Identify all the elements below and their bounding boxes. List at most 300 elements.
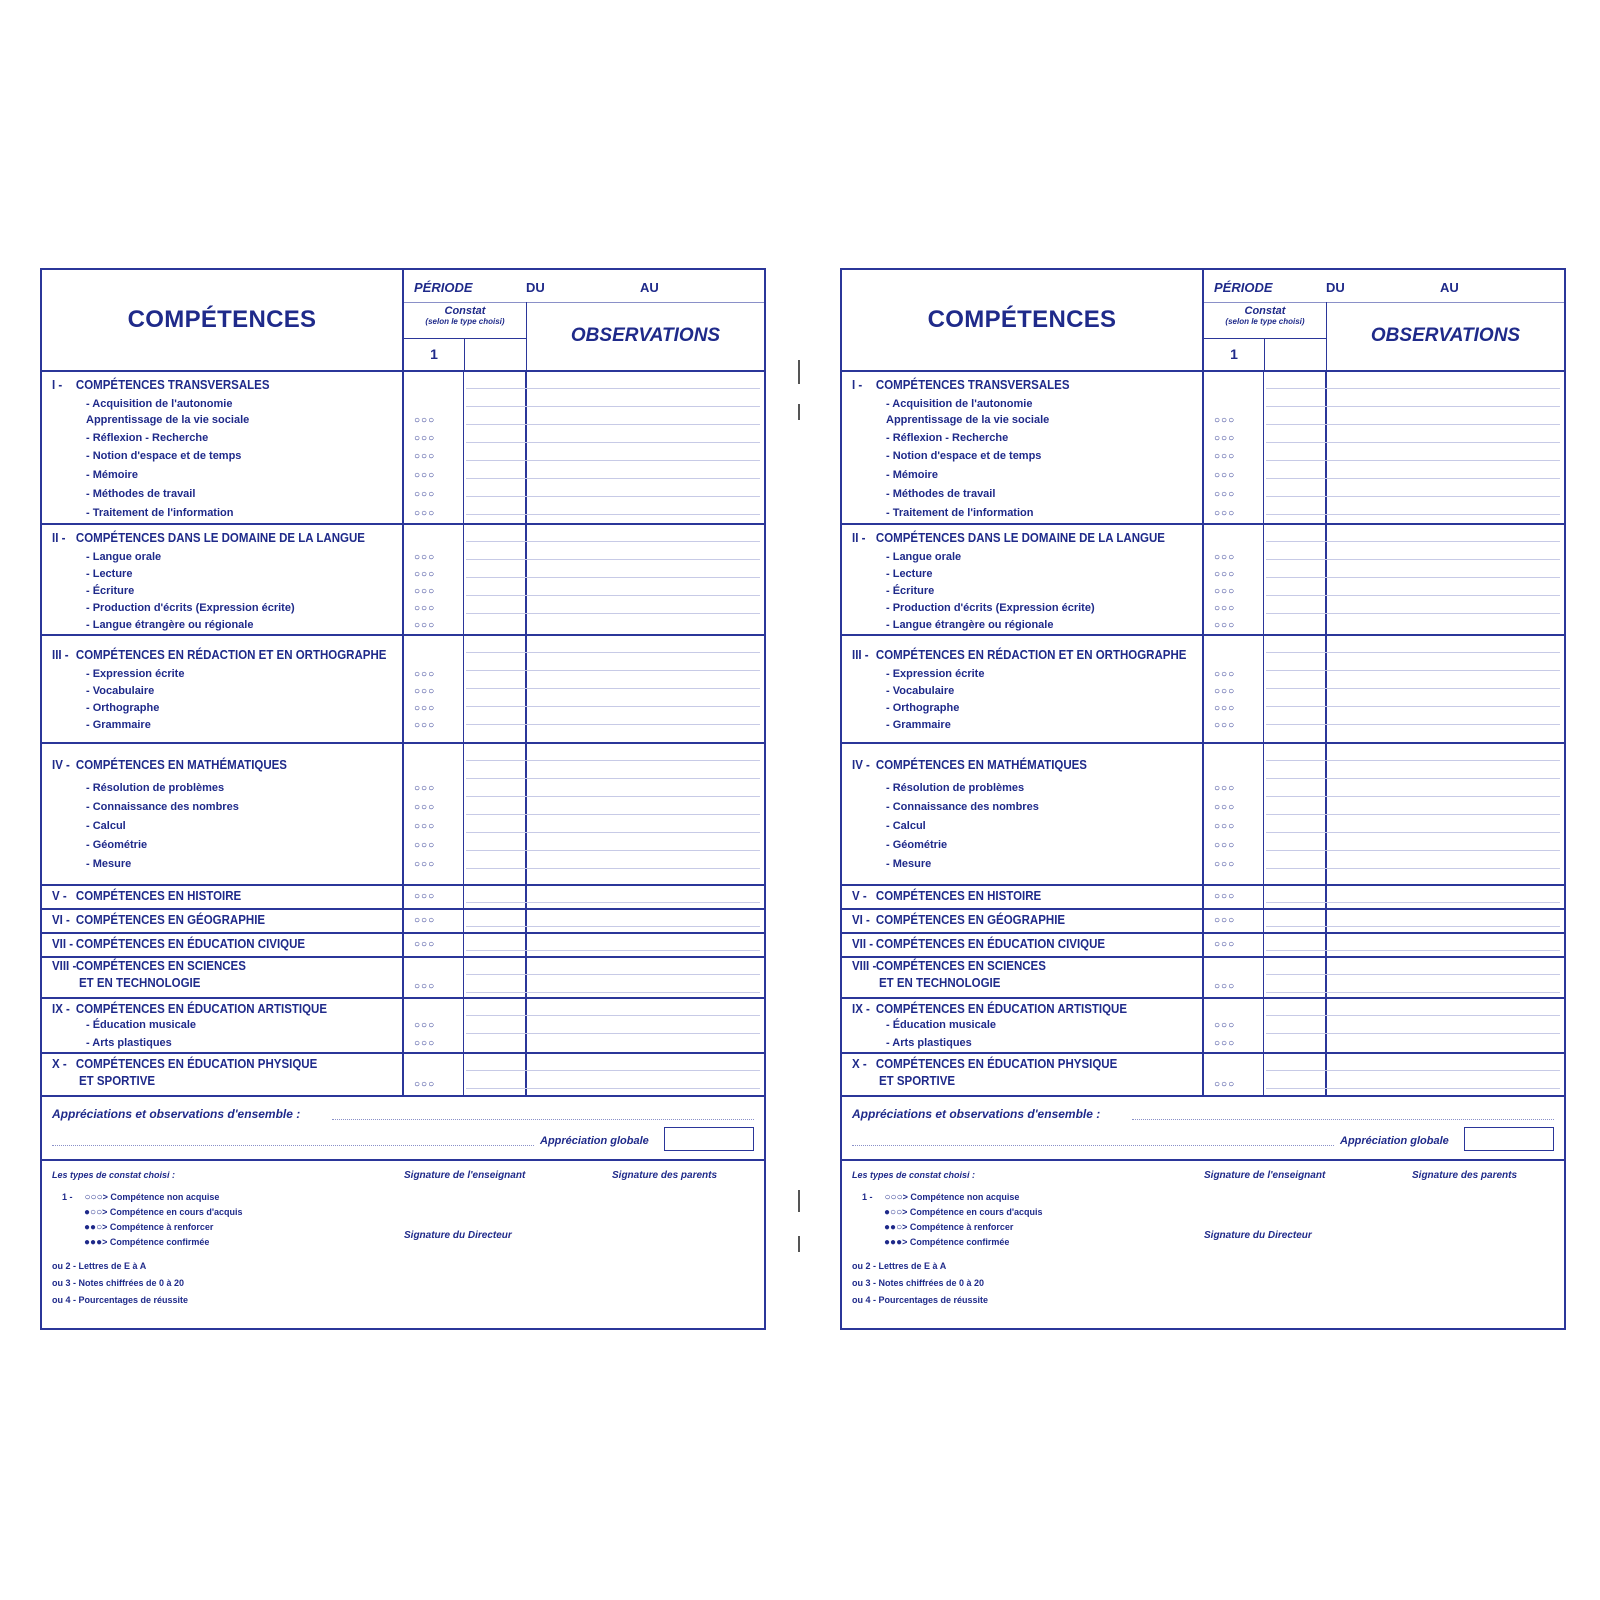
legend-circles: ●○○ [84, 1207, 103, 1218]
competence-item: - Arts plastiques [86, 1037, 172, 1049]
competence-item: - Résolution de problèmes [86, 782, 225, 794]
column-divider [1263, 956, 1264, 997]
ruled-line [466, 460, 760, 461]
ruled-line [466, 926, 760, 927]
competence-item: - Acquisition de l'autonomie [886, 398, 1033, 410]
competence-item: - Calcul [886, 820, 926, 832]
column-divider [1263, 997, 1264, 1052]
constat-circles[interactable]: ○○○ [1214, 669, 1236, 680]
constat-circles[interactable]: ○○○ [1214, 859, 1236, 870]
ruled-line [1266, 974, 1560, 975]
ruled-line [1266, 559, 1560, 560]
section-2 [42, 523, 764, 636]
competence-item: - Lecture [86, 568, 133, 580]
constat-circles[interactable]: ○○○ [414, 720, 436, 731]
constat-circles[interactable]: ○○○ [1214, 1020, 1236, 1031]
ruled-line [466, 613, 760, 614]
column-divider [525, 997, 527, 1052]
column-divider [1202, 634, 1204, 742]
competence-item: - Expression écrite [886, 668, 985, 680]
column-divider [463, 997, 464, 1052]
section-title-text: COMPÉTENCES TRANSVERSALES [875, 378, 1070, 392]
section-title [52, 648, 386, 662]
constat-circles[interactable]: ○○○ [1214, 620, 1236, 631]
section-number: VII - [52, 937, 74, 951]
periode-row [404, 270, 764, 303]
column-divider [402, 1052, 404, 1095]
constat-circles[interactable]: ○○○ [1214, 686, 1236, 697]
constat-circles[interactable]: ○○○ [414, 802, 436, 813]
constat-circles[interactable]: ○○○ [414, 1020, 436, 1031]
ruled-line [466, 688, 760, 689]
legend-type3: ou 3 - Notes chiffrées de 0 à 20 [852, 1278, 985, 1288]
competence-item: - Mesure [886, 858, 932, 870]
section-number: I - [52, 378, 63, 392]
section-title-text: COMPÉTENCES DANS LE DOMAINE DE LA LANGUE [75, 531, 365, 545]
appreciations-label: Appréciations et observations d'ensemble : [852, 1107, 1101, 1121]
section-title-text: COMPÉTENCES EN ÉDUCATION ARTISTIQUE [875, 1002, 1128, 1016]
section-title [852, 913, 1065, 927]
competence-item: - Traitement de l'information [86, 507, 234, 519]
constat-label: Constat [1244, 305, 1286, 317]
column-divider [1263, 932, 1264, 956]
section-6 [42, 908, 764, 934]
ruled-line [1266, 406, 1560, 407]
section-2 [842, 523, 1564, 636]
section-number: VI - [52, 913, 70, 927]
constat-circles[interactable]: ○○○ [414, 821, 436, 832]
ruled-line [1266, 1088, 1560, 1089]
competence-item: - Arts plastiques [886, 1037, 972, 1049]
section-title-text: COMPÉTENCES EN RÉDACTION ET EN ORTHOGRAPHE [75, 648, 387, 662]
du-label: DU [1326, 280, 1345, 295]
section-4 [842, 742, 1564, 886]
column-divider [1263, 742, 1264, 884]
constat-circles[interactable]: ○○○ [1214, 508, 1236, 519]
section-7 [42, 932, 764, 958]
section-title-text: COMPÉTENCES EN MATHÉMATIQUES [75, 758, 287, 772]
competence-item: - Expression écrite [86, 668, 185, 680]
constat-circles[interactable]: ○○○ [414, 620, 436, 631]
section-title [852, 959, 1046, 973]
constat-circles[interactable]: ○○○ [414, 703, 436, 714]
ruled-line [1266, 652, 1560, 653]
ruled-line [466, 406, 760, 407]
constat-circles[interactable]: ○○○ [414, 859, 436, 870]
constat-circles[interactable]: ○○○ [1214, 802, 1236, 813]
au-label: AU [640, 280, 659, 295]
competence-item: - Géométrie [86, 839, 148, 851]
competence-item: - Méthodes de travail [886, 488, 996, 500]
ruled-line [1266, 1015, 1560, 1016]
constat-circles[interactable]: ○○○ [1214, 981, 1236, 992]
competence-item: - Langue orale [86, 551, 162, 563]
column-divider [463, 1052, 464, 1095]
constat-circles[interactable]: ○○○ [1214, 470, 1236, 481]
section-number: II - [52, 531, 66, 545]
constat-header [1204, 302, 1327, 339]
column-divider [1202, 956, 1204, 997]
period-number: 1 [404, 338, 465, 370]
section-title [852, 937, 1105, 951]
legend-label: > Compétence à renforcer [102, 1222, 214, 1232]
section-title-text: COMPÉTENCES EN GÉOGRAPHIE [875, 913, 1066, 927]
ruled-line [1266, 724, 1560, 725]
constat-circles[interactable]: ○○○ [1214, 821, 1236, 832]
section-title [52, 913, 265, 927]
constat-circles[interactable]: ○○○ [1214, 415, 1236, 426]
constat-circles[interactable]: ○○○ [1214, 451, 1236, 462]
constat-circles[interactable]: ○○○ [414, 891, 436, 902]
column-divider [402, 370, 404, 523]
periode-label: PÉRIODE [1214, 280, 1273, 295]
constat-circles[interactable]: ○○○ [414, 415, 436, 426]
constat-circles[interactable]: ○○○ [414, 451, 436, 462]
constat-circles[interactable]: ○○○ [414, 433, 436, 444]
ruled-line [466, 595, 760, 596]
column-divider [402, 956, 404, 997]
constat-circles[interactable]: ○○○ [1214, 915, 1236, 926]
column-divider [1263, 1052, 1264, 1095]
constat-circles[interactable]: ○○○ [414, 981, 436, 992]
column-divider [525, 370, 527, 523]
section-title [52, 1002, 327, 1016]
column-divider [1202, 932, 1204, 956]
constat-circles[interactable]: ○○○ [414, 569, 436, 580]
ruled-line [466, 832, 760, 833]
appreciation-globale-field[interactable] [664, 1127, 754, 1151]
page-title: COMPÉTENCES [842, 270, 1204, 370]
au-label: AU [1440, 280, 1459, 295]
column-divider [1202, 908, 1204, 932]
section-title-line2: ET EN TECHNOLOGIE [879, 976, 1001, 990]
constat-circles[interactable]: ○○○ [1214, 552, 1236, 563]
column-divider [463, 884, 464, 908]
ruled-line [1266, 541, 1560, 542]
section-title-text: COMPÉTENCES EN MATHÉMATIQUES [875, 758, 1087, 772]
legend-type4: ou 4 - Pourcentages de réussite [852, 1295, 989, 1305]
constat-sub-label: (selon le type choisi) [1225, 317, 1305, 326]
ruled-line [1266, 460, 1560, 461]
section-title [52, 758, 287, 772]
signature-enseignant[interactable]: Signature de l'enseignant [404, 1170, 526, 1181]
legend-label: > Compétence non acquise [102, 1192, 220, 1202]
section-title-text: COMPÉTENCES EN ÉDUCATION PHYSIQUE [75, 1057, 318, 1071]
column-divider [402, 634, 404, 742]
ruled-line [466, 670, 760, 671]
section-number: IV - [52, 758, 70, 772]
column-divider [463, 742, 464, 884]
constat-legend [52, 1170, 243, 1305]
legend-row [884, 1237, 1043, 1252]
section-1 [842, 370, 1564, 525]
ruled-line [1266, 902, 1560, 903]
constat-circles[interactable]: ○○○ [414, 840, 436, 851]
column-divider [525, 956, 527, 997]
constat-circles[interactable]: ○○○ [1214, 489, 1236, 500]
ruled-line [466, 541, 760, 542]
legend-type3: ou 3 - Notes chiffrées de 0 à 20 [52, 1278, 185, 1288]
section-title [852, 378, 1070, 392]
section-title-text: COMPÉTENCES DANS LE DOMAINE DE LA LANGUE [875, 531, 1165, 545]
section-title [852, 648, 1186, 662]
competence-item: - Géométrie [886, 839, 948, 851]
column-divider [1202, 742, 1204, 884]
constat-circles[interactable]: ○○○ [414, 552, 436, 563]
column-divider [1325, 742, 1327, 884]
column-divider [402, 884, 404, 908]
column-divider [1325, 370, 1327, 523]
ruled-line [1266, 514, 1560, 515]
ruled-line [1266, 424, 1560, 425]
appreciations-write-line[interactable] [52, 1145, 534, 1146]
legend-type-number: 1 - [62, 1192, 73, 1202]
section-number: I - [852, 378, 863, 392]
legend-circles: ●●○ [884, 1222, 903, 1233]
legend-circles: ●●○ [84, 1222, 103, 1233]
legend-row [84, 1237, 243, 1252]
period-column-2 [1264, 338, 1327, 370]
ruled-line [466, 706, 760, 707]
competence-item: - Réflexion - Recherche [86, 432, 209, 444]
ruled-line [466, 778, 760, 779]
appreciations-write-line[interactable] [852, 1145, 1334, 1146]
constat-circles[interactable]: ○○○ [1214, 783, 1236, 794]
competence-item: - Notion d'espace et de temps [86, 450, 242, 462]
competence-item: - Orthographe [86, 702, 160, 714]
form-header [842, 270, 1564, 372]
section-title-line2: ET EN TECHNOLOGIE [79, 976, 201, 990]
signature-parents[interactable]: Signature des parents [1412, 1170, 1518, 1181]
ruled-line [466, 424, 760, 425]
ruled-line [1266, 868, 1560, 869]
legend-label: > Compétence confirmée [902, 1237, 1010, 1247]
competence-item: - Lecture [886, 568, 933, 580]
ruled-line [1266, 577, 1560, 578]
legend-label: > Compétence en cours d'acquis [102, 1207, 243, 1217]
section-number: X - [52, 1057, 67, 1071]
appreciation-globale-field[interactable] [1464, 1127, 1554, 1151]
column-divider [463, 932, 464, 956]
competence-item: - Vocabulaire [886, 685, 955, 697]
constat-circles[interactable]: ○○○ [1214, 603, 1236, 614]
column-divider [1325, 997, 1327, 1052]
constat-circles[interactable]: ○○○ [414, 686, 436, 697]
column-divider [1263, 370, 1264, 523]
section-10 [842, 1052, 1564, 1097]
form-header [42, 270, 764, 372]
competence-item: - Mesure [86, 858, 132, 870]
column-divider [402, 742, 404, 884]
legend-row [884, 1222, 1043, 1237]
ruled-line [1266, 760, 1560, 761]
constat-circles[interactable]: ○○○ [414, 939, 436, 950]
signature-directeur[interactable]: Signature du Directeur [404, 1230, 512, 1241]
section-title-text: COMPÉTENCES EN HISTOIRE [875, 889, 1042, 903]
appreciations-write-line[interactable] [1132, 1119, 1554, 1120]
section-number: IV - [852, 758, 870, 772]
section-title [852, 1002, 1127, 1016]
section-5 [842, 884, 1564, 910]
section-title [852, 758, 1087, 772]
signature-parents[interactable]: Signature des parents [612, 1170, 718, 1181]
section-3 [842, 634, 1564, 744]
competence-item: - Calcul [86, 820, 126, 832]
column-divider [402, 908, 404, 932]
section-9 [842, 997, 1564, 1054]
appreciations-write-line[interactable] [332, 1119, 754, 1120]
constat-circles[interactable]: ○○○ [414, 508, 436, 519]
competence-item: - Éducation musicale [886, 1019, 997, 1031]
legend-circles: ○○○ [84, 1192, 103, 1203]
column-divider [525, 523, 527, 634]
column-divider [1325, 523, 1327, 634]
column-divider [1202, 1052, 1204, 1095]
ruled-line [1266, 706, 1560, 707]
periode-label: PÉRIODE [414, 280, 473, 295]
column-divider [525, 908, 527, 932]
periode-row [1204, 270, 1564, 303]
form-sheet-right [840, 268, 1566, 1330]
section-number: V - [52, 889, 67, 903]
section-title-text: COMPÉTENCES EN HISTOIRE [75, 889, 242, 903]
column-divider [463, 370, 464, 523]
section-title [52, 531, 365, 545]
constat-circles[interactable]: ○○○ [414, 783, 436, 794]
competence-item: - Orthographe [886, 702, 960, 714]
constat-circles[interactable]: ○○○ [1214, 891, 1236, 902]
ruled-line [466, 902, 760, 903]
legend-label: > Compétence non acquise [902, 1192, 1020, 1202]
section-10 [42, 1052, 764, 1097]
signature-directeur[interactable]: Signature du Directeur [1204, 1230, 1312, 1241]
constat-circles[interactable]: ○○○ [414, 1079, 436, 1090]
constat-circles[interactable]: ○○○ [414, 669, 436, 680]
constat-circles[interactable]: ○○○ [414, 489, 436, 500]
constat-circles[interactable]: ○○○ [414, 470, 436, 481]
ruled-line [1266, 496, 1560, 497]
column-divider [463, 523, 464, 634]
section-title [52, 378, 270, 392]
section-number: V - [852, 889, 867, 903]
column-divider [525, 742, 527, 884]
section-number: VIII - [852, 959, 877, 973]
ruled-line [466, 992, 760, 993]
column-divider [525, 932, 527, 956]
section-7 [842, 932, 1564, 958]
section-number: VII - [852, 937, 874, 951]
section-4 [42, 742, 764, 886]
competence-item: - Acquisition de l'autonomie [86, 398, 233, 410]
column-divider [1202, 997, 1204, 1052]
form-sheet-left [40, 268, 766, 1330]
ruled-line [1266, 388, 1560, 389]
column-divider [1263, 523, 1264, 634]
section-title [852, 889, 1041, 903]
appreciations-label: Appréciations et observations d'ensemble : [52, 1107, 301, 1121]
constat-circles[interactable]: ○○○ [414, 1038, 436, 1049]
column-divider [402, 932, 404, 956]
constat-circles[interactable]: ○○○ [1214, 720, 1236, 731]
constat-circles[interactable]: ○○○ [414, 586, 436, 597]
legend-title: Les types de constat choisi : [852, 1170, 976, 1180]
section-8 [42, 956, 764, 999]
ruled-line [1266, 1033, 1560, 1034]
column-divider [1325, 884, 1327, 908]
competence-item: - Réflexion - Recherche [886, 432, 1009, 444]
ruled-line [1266, 796, 1560, 797]
column-divider [463, 956, 464, 997]
section-title-text: COMPÉTENCES EN ÉDUCATION CIVIQUE [75, 937, 306, 951]
section-title-text: COMPÉTENCES EN ÉDUCATION CIVIQUE [875, 937, 1106, 951]
section-number: VIII - [52, 959, 77, 973]
ruled-line [1266, 613, 1560, 614]
constat-circles[interactable]: ○○○ [1214, 703, 1236, 714]
constat-sub-label: (selon le type choisi) [425, 317, 505, 326]
constat-circles[interactable]: ○○○ [414, 603, 436, 614]
constat-circles[interactable]: ○○○ [1214, 1079, 1236, 1090]
constat-circles[interactable]: ○○○ [414, 915, 436, 926]
section-title-text: COMPÉTENCES TRANSVERSALES [75, 378, 270, 392]
binding-mark [798, 360, 800, 384]
appreciation-globale-label: Appréciation globale [1340, 1135, 1449, 1147]
ruled-line [1266, 778, 1560, 779]
ruled-line [466, 514, 760, 515]
ruled-line [466, 724, 760, 725]
legend-circles: ○○○ [884, 1192, 903, 1203]
column-divider [525, 884, 527, 908]
ruled-line [466, 1070, 760, 1071]
constat-circles[interactable]: ○○○ [1214, 939, 1236, 950]
legend-circles: ●○○ [884, 1207, 903, 1218]
legend-type-number: 1 - [862, 1192, 873, 1202]
constat-circles[interactable]: ○○○ [1214, 433, 1236, 444]
competence-item: - Production d'écrits (Expression écrite) [86, 602, 295, 614]
column-divider [1263, 908, 1264, 932]
column-divider [402, 997, 404, 1052]
competence-item: - Écriture [86, 585, 135, 597]
signature-enseignant[interactable]: Signature de l'enseignant [1204, 1170, 1326, 1181]
constat-circles[interactable]: ○○○ [1214, 1038, 1236, 1049]
constat-circles[interactable]: ○○○ [1214, 586, 1236, 597]
ruled-line [1266, 1070, 1560, 1071]
section-number: IX - [852, 1002, 870, 1016]
column-divider [1202, 884, 1204, 908]
ruled-line [1266, 850, 1560, 851]
binding-mark [798, 1236, 800, 1252]
section-number: III - [852, 648, 869, 662]
legend-label: > Compétence à renforcer [902, 1222, 1014, 1232]
legend-circles: ●●● [84, 1237, 103, 1248]
section-title-text: COMPÉTENCES EN SCIENCES [875, 959, 1046, 973]
appreciations-box [842, 1095, 1564, 1161]
column-divider [1263, 634, 1264, 742]
constat-circles[interactable]: ○○○ [1214, 569, 1236, 580]
ruled-line [466, 760, 760, 761]
section-5 [42, 884, 764, 910]
constat-legend [852, 1170, 1043, 1305]
competence-item: - Langue étrangère ou régionale [886, 619, 1054, 631]
legend-circles: ●●● [884, 1237, 903, 1248]
section-title-text: COMPÉTENCES EN ÉDUCATION ARTISTIQUE [75, 1002, 328, 1016]
ruled-line [466, 868, 760, 869]
constat-circles[interactable]: ○○○ [1214, 840, 1236, 851]
legend-type4: ou 4 - Pourcentages de réussite [52, 1295, 189, 1305]
column-divider [1325, 908, 1327, 932]
section-9 [42, 997, 764, 1054]
competence-item: - Résolution de problèmes [886, 782, 1025, 794]
ruled-line [466, 388, 760, 389]
